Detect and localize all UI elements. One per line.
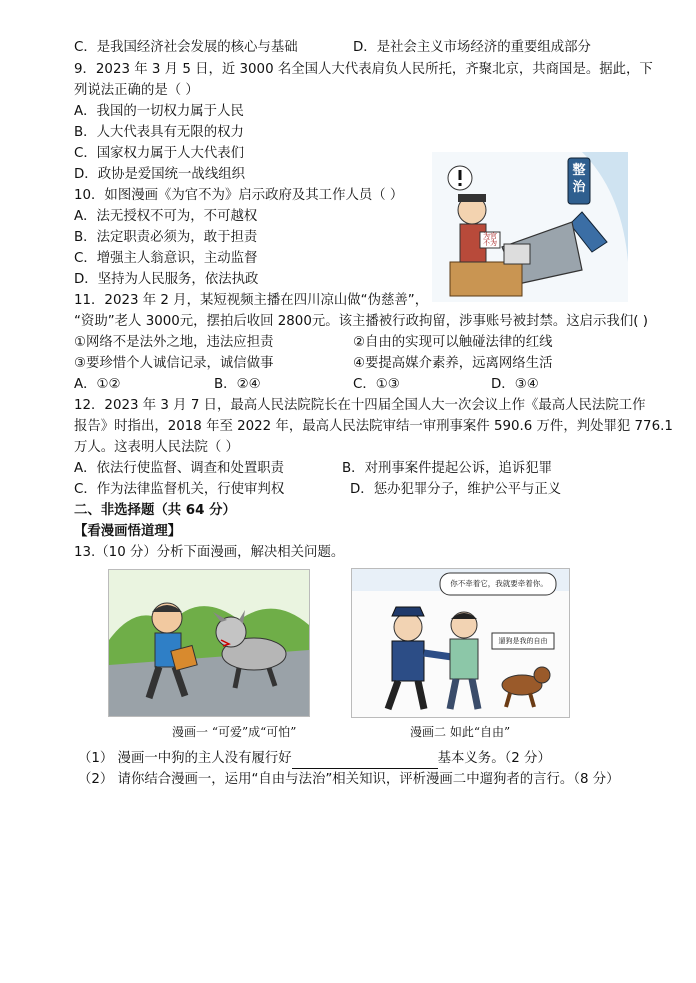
q11-stem-line2: “资助”老人 3000元，摆拍后收回 2800元。该主播被行政拘留，涉事账号被封禁。这启示我们( ) (74, 314, 648, 329)
q13-stem: 13.（10 分）分析下面漫画，解决相关问题。 (74, 545, 345, 560)
q12-stem-line1: 12．2023 年 3 月 7 日，最高人民法院院长在十四届全国人大一次会议上作《最高人民法院工作 (74, 398, 646, 413)
q8-option-c: C．是我国经济社会发展的核心与基础 (74, 40, 298, 55)
q11-item-4: ④要提高媒介素养，远离网络生活 (353, 356, 553, 371)
q11-stem-line1: 11．2023 年 2 月，某短视频主播在四川凉山做“伪慈善”， (74, 293, 429, 308)
comic-panel-1 (108, 569, 310, 717)
q12-option-d: D．惩办犯罪分子，维护公平与正义 (350, 482, 562, 497)
answer-blank[interactable] (292, 754, 438, 769)
cartoon-sign-text: 整治 (572, 163, 586, 195)
cartoon-illustration (432, 152, 628, 302)
q11-item-3: ③要珍惜个人诚信记录，诚信做事 (74, 356, 274, 371)
comic-two-sign-text: 遛狗是我的自由 (498, 637, 548, 645)
comic-two-speech-text: 你不牵着它，我就要牵着你。 (450, 579, 548, 588)
q9-option-b: B．人大代表具有无限的权力 (74, 125, 244, 140)
q12-option-b: B．对刑事案件提起公诉，追诉犯罪 (342, 461, 553, 476)
q13-sub1-prefix: （1） 漫画一中狗的主人没有履行好 (78, 751, 292, 766)
q11-option-c: C．①③ (353, 377, 400, 392)
q9-option-c: C．国家权力属于人大代表们 (74, 146, 245, 161)
section-title: 二、非选择题（共 64 分） (74, 503, 236, 518)
q12-stem-line2: 报告》时指出，2018 年至 2022 年，最高人民法院审结一审刑事案件 590.6 万件，判处罪犯 776.1 (74, 419, 673, 434)
q10-option-b: B．法定职责必须为，敢于担责 (74, 230, 258, 245)
q10-stem: 10．如图漫画《为官不为》启示政府及其工作人员（ ） (74, 188, 404, 203)
cartoon-badge-text: 为官不为 (483, 232, 497, 247)
q8-option-d: D．是社会主义市场经济的重要组成部分 (353, 40, 591, 55)
section-subtitle: 【看漫画悟道理】 (74, 524, 182, 539)
q11-option-b: B．②④ (214, 377, 261, 392)
q11-item-2: ②自由的实现可以触碰法律的红线 (353, 335, 553, 350)
q9-stem-line2: 列说法正确的是（ ） (74, 83, 199, 98)
q11-item-1: ①网络不是法外之地，违法应担责 (74, 335, 274, 350)
comic-caption-2: 漫画二 如此“自由” (410, 725, 511, 739)
q10-cartoon (432, 152, 628, 302)
q13-sub1-suffix: 基本义务。（2 分） (437, 751, 551, 766)
q10-option-a: A．法无授权不可为，不可越权 (74, 209, 258, 224)
q12-option-c: C．作为法律监督机关，行使审判权 (74, 482, 285, 497)
comic-panel-2 (351, 568, 570, 718)
q12-option-a: A．依法行使监督、调查和处置职责 (74, 461, 285, 476)
q10-option-d: D．坚持为人民服务，依法执政 (74, 272, 259, 287)
comic-caption-1: 漫画一 “可爱”成“可怕” (172, 725, 297, 739)
q9-stem-line1: 9．2023 年 3 月 5 日，近 3000 名全国人大代表肩负人民所托，齐聚北京，共商国是。据此，下 (74, 62, 653, 77)
comic-one-illustration (109, 570, 309, 716)
q10-option-c: C．增强主人翁意识，主动监督 (74, 251, 258, 266)
q13-sub2: （2） 请你结合漫画一，运用“自由与法治”相关知识，评析漫画二中遛狗者的言行。（8 分） (78, 772, 620, 787)
q9-option-d: D．政协是爱国统一战线组织 (74, 167, 245, 182)
q9-option-a: A．我国的一切权力属于人民 (74, 104, 244, 119)
q13-sub1 (78, 749, 551, 769)
q12-stem-line3: 万人。这表明人民法院（ ） (74, 440, 239, 455)
q11-option-d: D．③④ (491, 377, 539, 392)
q11-option-a: A．①② (74, 377, 121, 392)
